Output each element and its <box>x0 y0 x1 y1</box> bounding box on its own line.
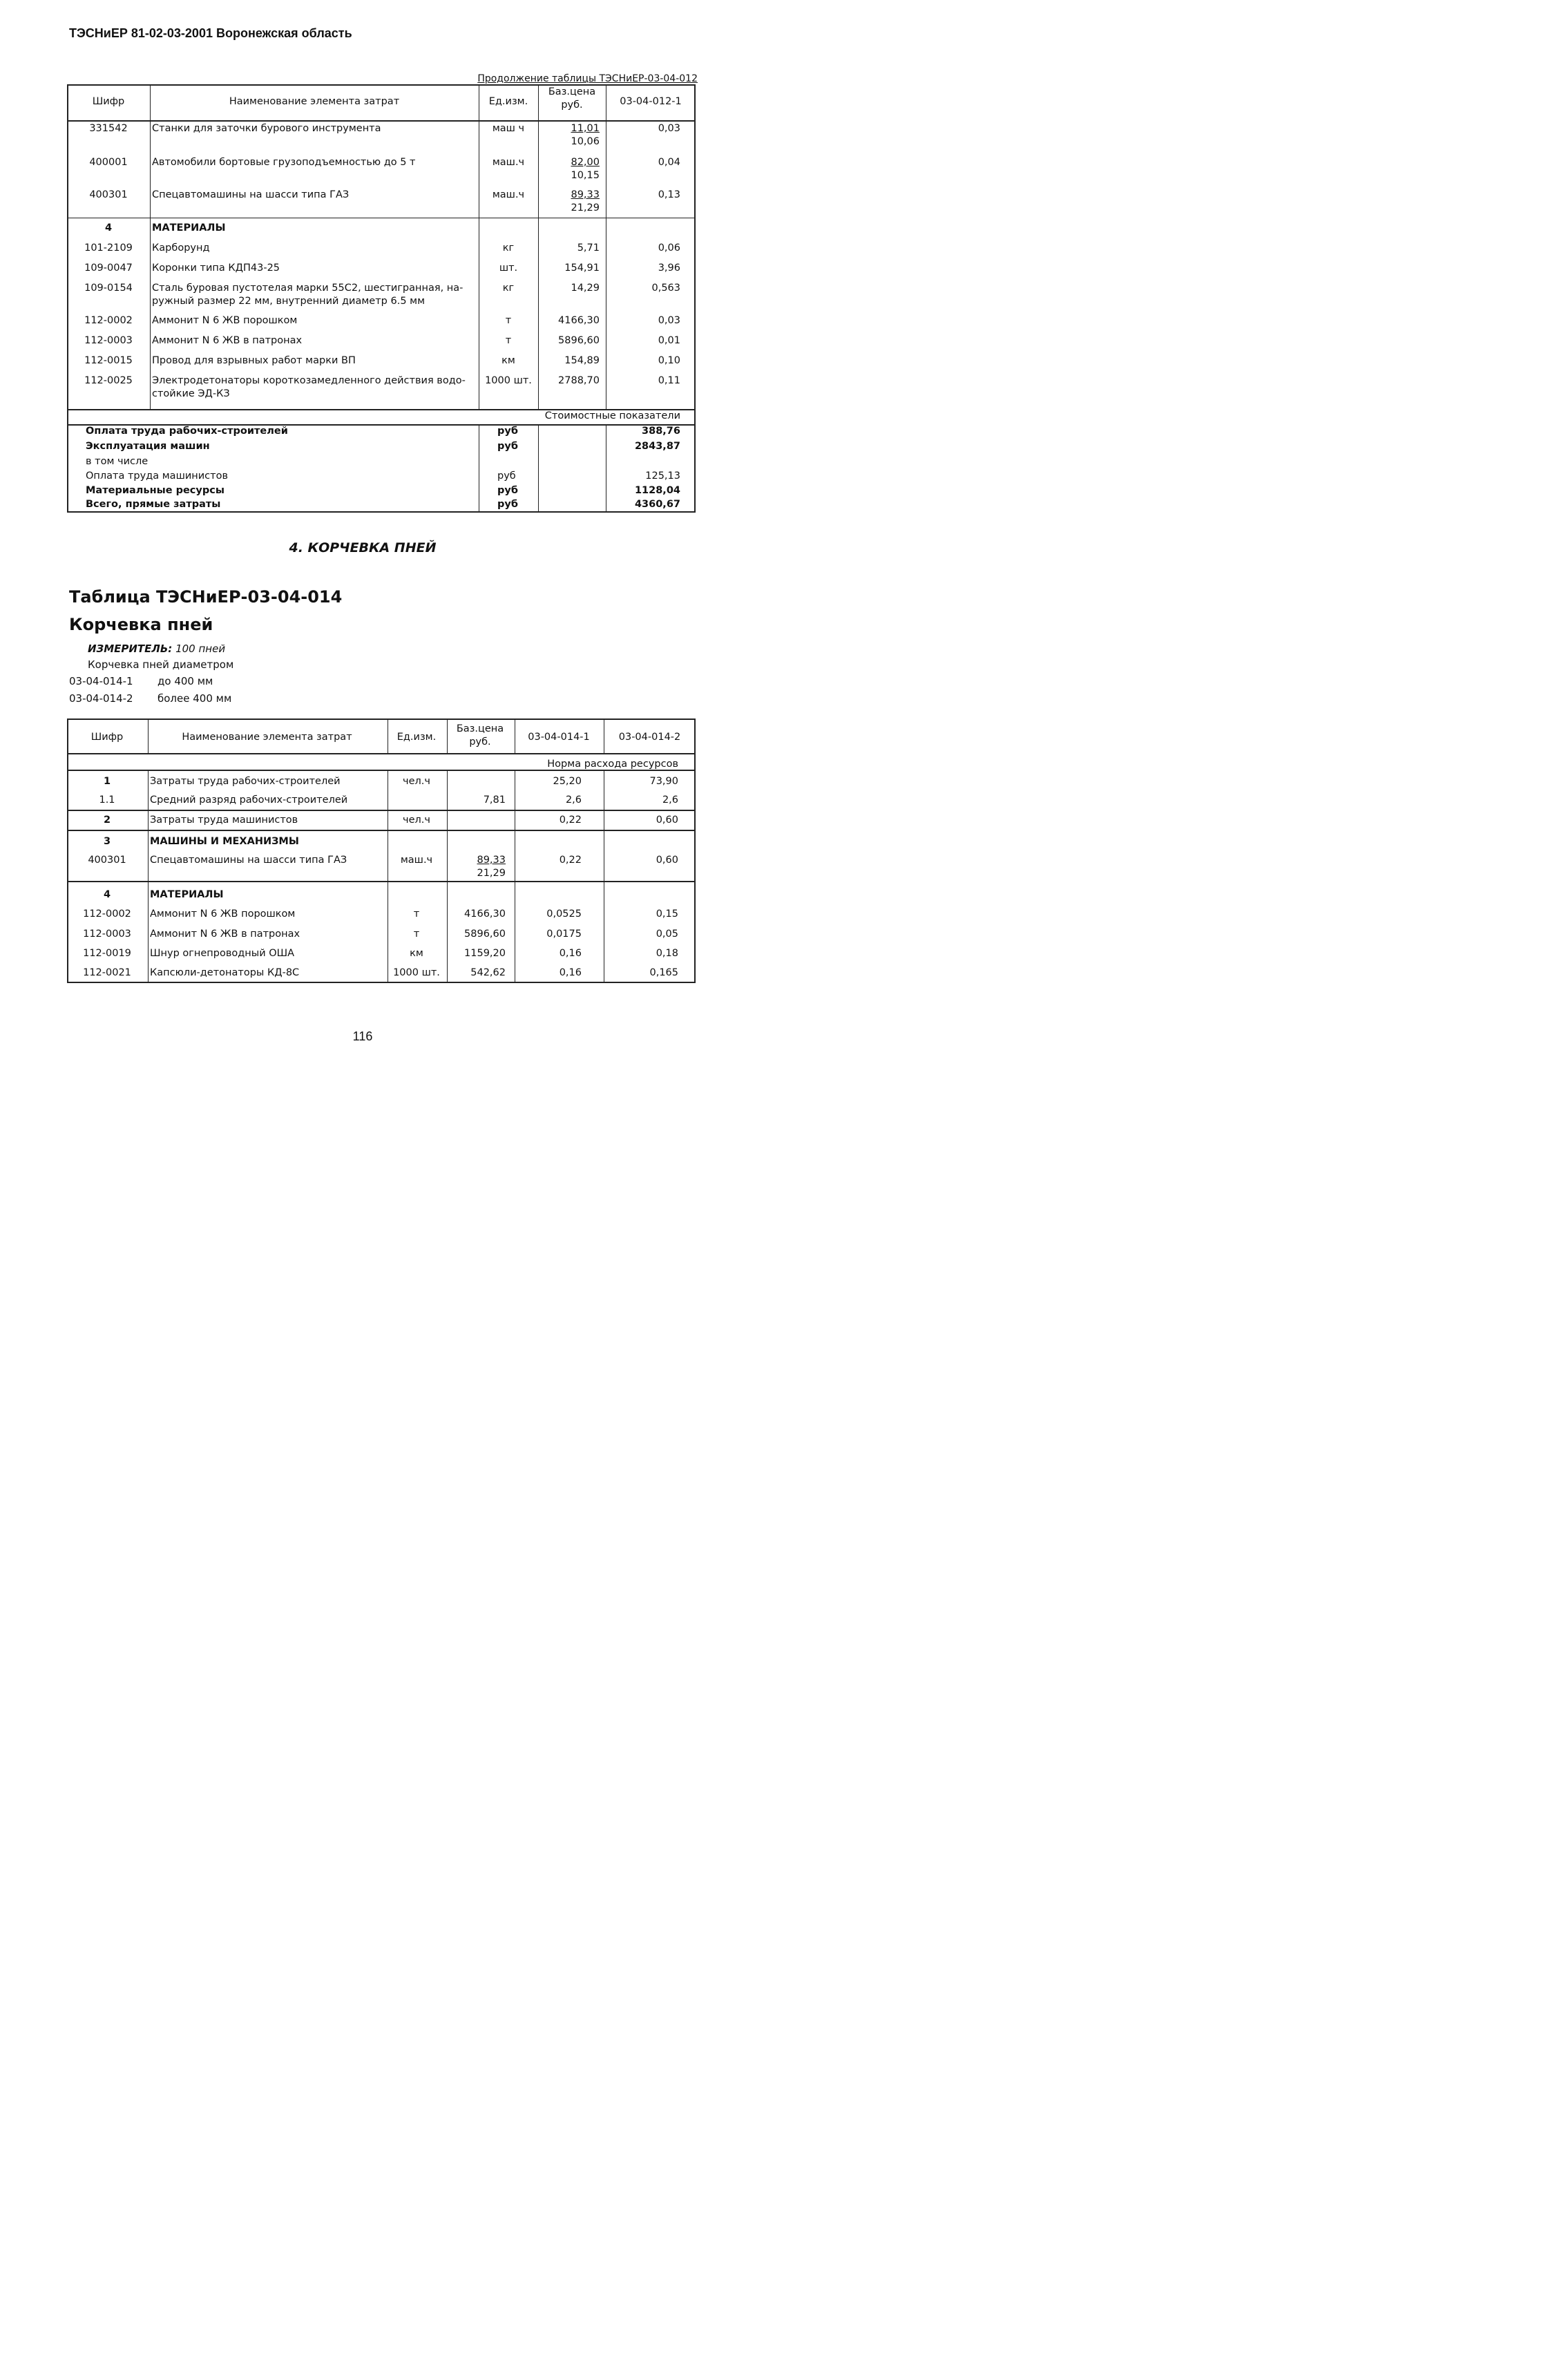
row-name: Спецавтомашины на шасси типа ГАЗ <box>152 189 350 200</box>
row-value-1: 0,0525 <box>546 908 582 920</box>
row-name: Коронки типа КДП43-25 <box>152 263 280 274</box>
row-code: 112-0002 <box>84 315 133 326</box>
variant-desc: до 400 мм <box>157 675 213 687</box>
cost-value: 388,76 <box>642 426 680 437</box>
row-unit: т <box>413 908 420 920</box>
row-value-1: 2,6 <box>565 794 582 806</box>
row-name: Аммонит N 6 ЖВ порошком <box>152 315 298 326</box>
row-value-1: 0,16 <box>559 967 582 978</box>
header-variant: 03-04-012-1 <box>620 96 682 107</box>
row-name: Шнур огнепроводный ОША <box>150 948 295 959</box>
cost-value: 2843,87 <box>634 441 680 452</box>
row-name: Электродетонаторы короткозамедленного действия водо-стойкие ЭД-КЗ <box>152 375 466 399</box>
row-price-secondary: 21,29 <box>477 868 506 879</box>
row-name: Спецавтомашины на шасси типа ГАЗ <box>150 855 347 866</box>
cost-name: Оплата труда машинистов <box>86 470 228 482</box>
variant-code: 03-04-014-1 <box>69 675 133 687</box>
row-unit: т <box>505 315 512 326</box>
header-name: Наименование элемента затрат <box>182 732 352 743</box>
row-value-2: 0,05 <box>656 929 678 940</box>
row-code: 112-0003 <box>84 335 133 346</box>
row-price: 89,33 <box>571 189 600 200</box>
row-value-1: 0,22 <box>559 855 582 866</box>
row-code: 112-0025 <box>84 375 133 386</box>
row-value-2: 2,6 <box>662 794 678 806</box>
row-unit: кг <box>502 283 515 294</box>
row-value: 0,13 <box>658 189 680 200</box>
cost-unit: руб <box>497 470 516 482</box>
row-unit: 1000 шт. <box>393 967 440 978</box>
row-unit: км <box>410 948 423 959</box>
row-code: 112-0021 <box>83 967 131 978</box>
row-code: 109-0154 <box>84 283 133 294</box>
header-price: Баз.цена руб. <box>548 86 596 111</box>
row-value: 0,10 <box>658 355 680 366</box>
row-name: Аммонит N 6 ЖВ в патронах <box>150 929 300 940</box>
row-name: Аммонит N 6 ЖВ порошком <box>150 908 296 920</box>
row-value-2: 0,60 <box>656 855 678 866</box>
row-price: 5896,60 <box>464 929 506 940</box>
row-unit: маш.ч <box>492 157 525 168</box>
row-value-1: 0,22 <box>559 815 582 826</box>
header-price: Баз.цена руб. <box>456 723 504 748</box>
row-value: 0,03 <box>658 123 680 134</box>
row-price: 89,33 <box>477 855 506 866</box>
row-name: Капсюли-детонаторы КД-8С <box>150 967 300 978</box>
row-value: 0,04 <box>658 157 680 168</box>
section-title: 4. КОРЧЕВКА ПНЕЙ <box>289 540 437 555</box>
row-price: 5896,60 <box>558 335 600 346</box>
cost-value: 1128,04 <box>634 485 680 496</box>
running-header: ТЭСНиЕР 81-02-03-2001 Воронежская область <box>69 26 352 40</box>
header-variant-1: 03-04-014-1 <box>528 732 590 743</box>
row-name: Станки для заточки бурового инструмента <box>152 123 381 134</box>
row-price: 14,29 <box>571 283 600 294</box>
row-unit: шт. <box>499 263 518 274</box>
table-subtitle: Корчевка пней <box>69 615 213 634</box>
row-price: 11,01 <box>571 123 600 134</box>
row-name: Провод для взрывных работ марки ВП <box>152 355 356 366</box>
row-code: 1 <box>103 776 111 787</box>
norm-label: Норма расхода ресурсов <box>547 759 678 770</box>
row-price: 4166,30 <box>464 908 506 920</box>
row-price: 542,62 <box>470 967 506 978</box>
row-value-1: 0,0175 <box>546 929 582 940</box>
measure-value: 100 пней <box>175 643 226 655</box>
header-code: Шифр <box>92 96 125 107</box>
row-unit: км <box>501 355 515 366</box>
measure-label: ИЗМЕРИТЕЛЬ: <box>88 643 173 655</box>
cost-name: Материальные ресурсы <box>86 485 224 496</box>
row-unit: маш.ч <box>400 855 433 866</box>
row-price: 5,71 <box>577 242 600 254</box>
row-name: Автомобили бортовые грузоподъемностью до 5 т <box>152 157 416 168</box>
row-unit: 1000 шт. <box>485 375 532 386</box>
header-unit: Ед.изм. <box>488 96 528 107</box>
row-unit: кг <box>502 242 515 254</box>
continuation-label: Продолжение таблицы ТЭСНиЕР-03-04-012 <box>477 73 698 84</box>
row-code: 101-2109 <box>84 242 133 254</box>
row-unit: маш.ч <box>492 189 525 200</box>
row-value-1: 25,20 <box>553 776 582 787</box>
cost-unit: руб <box>497 426 518 437</box>
cost-name: в том числе <box>86 456 149 467</box>
row-unit: чел.ч <box>403 776 430 787</box>
row-value: 0,06 <box>658 242 680 254</box>
cost-name: Эксплуатация машин <box>86 441 210 452</box>
row-code: 1.1 <box>99 794 115 806</box>
row-name: Аммонит N 6 ЖВ в патронах <box>152 335 303 346</box>
table-title: Таблица ТЭСНиЕР-03-04-014 <box>69 587 343 607</box>
measure-description: Корчевка пней диаметром <box>88 658 234 671</box>
cost-value: 125,13 <box>645 470 680 482</box>
row-code: 400301 <box>88 855 126 866</box>
row-value-2: 0,18 <box>656 948 678 959</box>
row-code: 112-0003 <box>83 929 131 940</box>
row-price: 2788,70 <box>558 375 600 386</box>
cost-value: 4360,67 <box>634 499 680 510</box>
measure-line <box>88 643 225 655</box>
row-price: 7,81 <box>483 794 506 806</box>
row-code: 112-0002 <box>83 908 131 920</box>
row-name: Затраты труда машинистов <box>150 815 298 826</box>
row-code: 109-0047 <box>84 263 133 274</box>
row-price-secondary: 21,29 <box>571 202 600 213</box>
row-value: 0,11 <box>658 375 680 386</box>
row-name: Карборунд <box>152 242 210 254</box>
row-value: 0,01 <box>658 335 680 346</box>
row-price: 1159,20 <box>464 948 506 959</box>
cost-name: Оплата труда рабочих-строителей <box>86 426 288 437</box>
variant-code: 03-04-014-2 <box>69 692 133 705</box>
header-unit: Ед.изм. <box>396 732 437 743</box>
section-name: МАТЕРИАЛЫ <box>150 889 224 900</box>
row-price: 154,89 <box>564 355 600 366</box>
row-name: Средний разряд рабочих-строителей <box>150 794 348 806</box>
row-value-2: 0,15 <box>656 908 678 920</box>
row-price-secondary: 10,15 <box>571 170 600 181</box>
row-name: Сталь буровая пустотелая марки 55С2, шестигранная, на-ружный размер 22 мм, внутренний диаметр 6.5 мм <box>152 283 463 307</box>
row-unit: чел.ч <box>403 815 430 826</box>
row-code: 2 <box>103 815 111 826</box>
row-code: 400001 <box>89 157 128 168</box>
header-name: Наименование элемента затрат <box>229 96 400 107</box>
row-value-2: 73,90 <box>649 776 678 787</box>
row-value: 0,563 <box>651 283 680 294</box>
row-code: 331542 <box>89 123 128 134</box>
section-name: МАШИНЫ И МЕХАНИЗМЫ <box>150 836 299 847</box>
cost-unit: руб <box>497 441 518 452</box>
row-price: 82,00 <box>571 157 600 168</box>
variant-desc: более 400 мм <box>157 692 232 705</box>
row-value-1: 0,16 <box>559 948 582 959</box>
row-value-2: 0,165 <box>649 967 678 978</box>
section-code: 3 <box>103 836 111 847</box>
row-code: 112-0015 <box>84 355 133 366</box>
row-price: 4166,30 <box>558 315 600 326</box>
row-code: 112-0019 <box>83 948 131 959</box>
cost-unit: руб <box>497 499 518 510</box>
row-value-2: 0,60 <box>656 815 678 826</box>
cost-name: Всего, прямые затраты <box>86 499 221 510</box>
row-value: 3,96 <box>658 263 680 274</box>
page-number: 116 <box>352 1029 373 1043</box>
cost-unit: руб <box>497 485 518 496</box>
row-unit: т <box>505 335 512 346</box>
header-code: Шифр <box>90 732 124 743</box>
row-unit: маш ч <box>492 123 525 134</box>
cost-label: Стоимостные показатели <box>544 410 680 421</box>
header-variant-2: 03-04-014-2 <box>618 732 681 743</box>
row-code: 400301 <box>89 189 128 200</box>
section-code: 4 <box>104 222 113 234</box>
row-unit: т <box>413 929 420 940</box>
row-name: Затраты труда рабочих-строителей <box>150 776 341 787</box>
section-name: МАТЕРИАЛЫ <box>152 222 226 234</box>
row-value: 0,03 <box>658 315 680 326</box>
section-code: 4 <box>103 889 111 900</box>
row-price-secondary: 10,06 <box>571 136 600 147</box>
row-price: 154,91 <box>564 263 600 274</box>
